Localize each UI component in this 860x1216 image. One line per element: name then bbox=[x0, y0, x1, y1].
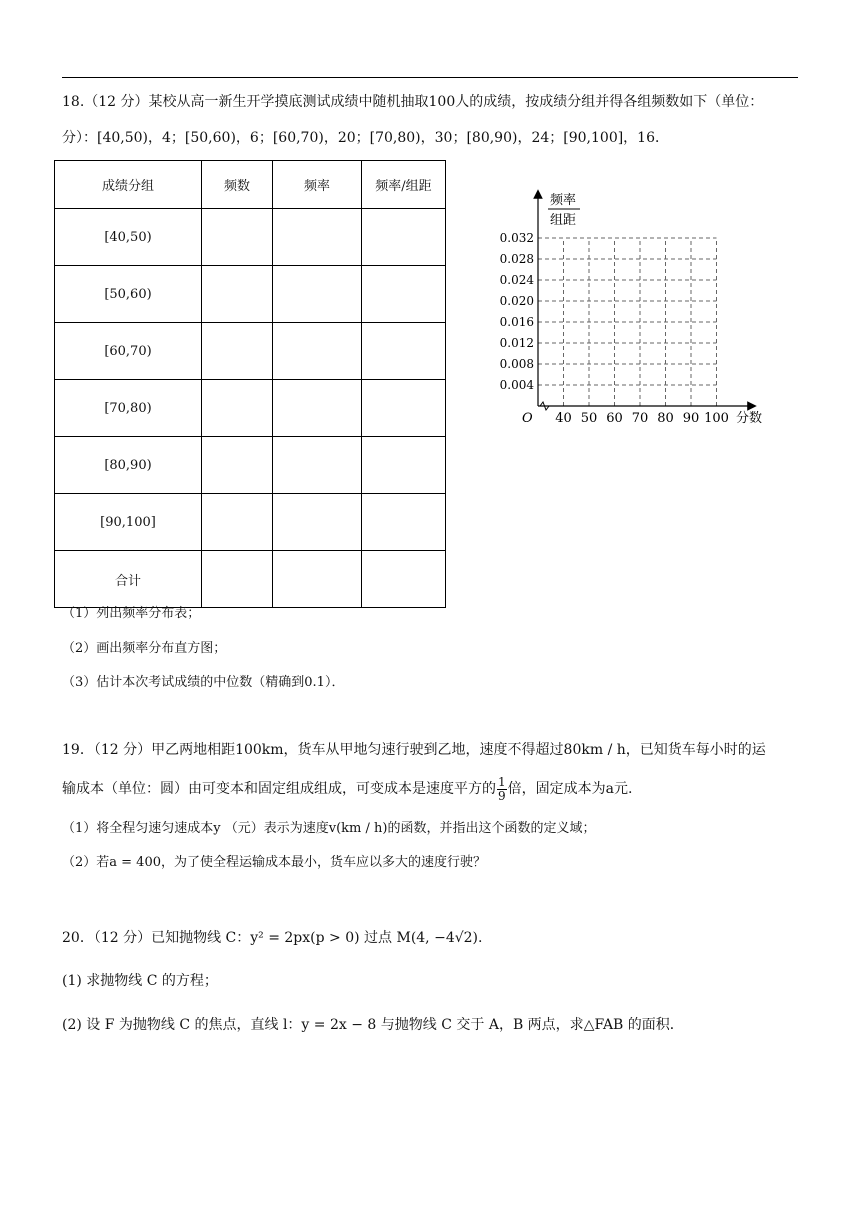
q19-line2 bbox=[62, 774, 632, 804]
q19-line2-post: 倍，固定成本为a元. bbox=[507, 781, 633, 797]
table-header-row bbox=[55, 161, 446, 209]
y-tick-label: 0.028 bbox=[499, 252, 534, 266]
header-frequency: 频率 bbox=[273, 161, 362, 209]
grid-lines bbox=[538, 238, 717, 406]
x-axis-label: 分数 bbox=[736, 411, 763, 426]
table-cell bbox=[362, 494, 446, 551]
table-cell bbox=[202, 494, 273, 551]
fraction-numerator: 1 bbox=[498, 774, 506, 789]
table-cell bbox=[273, 551, 362, 608]
table-cell bbox=[362, 551, 446, 608]
q18-line2: 分）：[40,50)，4；[50,60)，6；[60,70)，20；[70,80)，30；[80,90)，24；[90,100]，16． bbox=[62, 130, 669, 146]
table-cell bbox=[362, 437, 446, 494]
q20-sub2: (2) 设 F 为抛物线 C 的焦点，直线 l：y = 2x − 8 与抛物线 C 交于 A，B 两点，求△FAB 的面积． bbox=[62, 1017, 684, 1033]
fraction-denominator: 9 bbox=[498, 788, 506, 803]
header-group: 成绩分组 bbox=[55, 161, 202, 209]
y-tick-label: 0.004 bbox=[499, 378, 534, 392]
y-tick-label: 0.016 bbox=[499, 315, 534, 329]
frequency-table bbox=[54, 160, 446, 608]
table-cell bbox=[202, 266, 273, 323]
q18-line1: 18.（12 分）某校从高一新生开学摸底测试成绩中随机抽取100人的成绩，按成绩分组并得各组频数如下（单位： bbox=[62, 94, 764, 110]
x-tick-label: 40 bbox=[555, 411, 572, 426]
table-cell bbox=[362, 209, 446, 266]
table-row bbox=[55, 437, 446, 494]
y-tick-label: 0.024 bbox=[499, 273, 534, 287]
q18-sub3: （3）估计本次考试成绩的中位数（精确到0.1）． bbox=[62, 675, 345, 690]
row-group-label: [80,90) bbox=[55, 437, 202, 494]
x-tick-label: 50 bbox=[580, 411, 598, 426]
header-frequency-per-width: 频率/组距 bbox=[362, 161, 446, 209]
row-group-label: [90,100] bbox=[55, 494, 202, 551]
table-row bbox=[55, 380, 446, 437]
header-frequency-count: 频数 bbox=[202, 161, 273, 209]
table-cell bbox=[273, 266, 362, 323]
table-row bbox=[55, 209, 446, 266]
one-ninth-fraction bbox=[497, 776, 507, 803]
table-cell bbox=[273, 323, 362, 380]
table-cell bbox=[202, 209, 273, 266]
q20-line1: 20．（12 分）已知抛物线 C：y² = 2px(p > 0) 过点 M(4, −4√2). bbox=[62, 930, 483, 946]
y-label-denominator: 组距 bbox=[550, 213, 577, 228]
q20-sub1: (1) 求抛物线 C 的方程； bbox=[62, 973, 218, 989]
y-tick-label: 0.008 bbox=[499, 357, 534, 371]
x-tick-labels bbox=[555, 411, 729, 426]
y-tick-labels bbox=[500, 231, 535, 392]
total-label: 合计 bbox=[55, 551, 202, 608]
origin-label: O bbox=[522, 411, 533, 426]
table-row bbox=[55, 266, 446, 323]
table-cell bbox=[362, 380, 446, 437]
table-cell bbox=[273, 380, 362, 437]
y-tick-label: 0.012 bbox=[499, 336, 534, 350]
x-tick-label: 70 bbox=[631, 411, 649, 426]
q19-line1: 19．（12 分）甲乙两地相距100km，货车从甲地匀速行驶到乙地，速度不得超过80km / h，已知货车每小时的运 bbox=[62, 742, 766, 758]
table-cell bbox=[202, 323, 273, 380]
table-cell bbox=[202, 437, 273, 494]
row-group-label: [40,50) bbox=[55, 209, 202, 266]
y-tick-label: 0.032 bbox=[499, 231, 534, 245]
table-total-row bbox=[55, 551, 446, 608]
y-tick-label: 0.020 bbox=[499, 294, 534, 308]
x-tick-label: 90 bbox=[682, 411, 700, 426]
x-tick-label: 80 bbox=[657, 411, 674, 426]
table-row bbox=[55, 494, 446, 551]
q19-sub1: （1）将全程匀速匀速成本y （元）表示为速度v(km / h)的函数，并指出这个函数的定义域； bbox=[62, 821, 596, 836]
q19-sub2: （2）若a = 400，为了使全程运输成本最小，货车应以多大的速度行驶？ bbox=[62, 855, 486, 870]
y-label-numerator: 频率 bbox=[550, 193, 577, 208]
table-cell bbox=[273, 437, 362, 494]
table-cell bbox=[362, 266, 446, 323]
table-cell bbox=[202, 380, 273, 437]
q18-sub1: （1）列出频率分布表； bbox=[62, 606, 201, 621]
row-group-label: [50,60) bbox=[55, 266, 202, 323]
table-cell bbox=[362, 323, 446, 380]
x-tick-label: 60 bbox=[606, 411, 623, 426]
table-row bbox=[55, 323, 446, 380]
q18-sub2: （2）画出频率分布直方图； bbox=[62, 641, 227, 656]
row-group-label: [70,80) bbox=[55, 380, 202, 437]
x-tick-label: 100 bbox=[704, 411, 729, 426]
table-cell bbox=[273, 494, 362, 551]
header-rule bbox=[62, 77, 798, 78]
row-group-label: [60,70) bbox=[55, 323, 202, 380]
table-cell bbox=[202, 551, 273, 608]
table-cell bbox=[273, 209, 362, 266]
histogram-grid bbox=[490, 186, 790, 426]
q19-line2-pre: 输成本（单位：圆）由可变本和固定组成组成，可变成本是速度平方的 bbox=[62, 781, 496, 797]
